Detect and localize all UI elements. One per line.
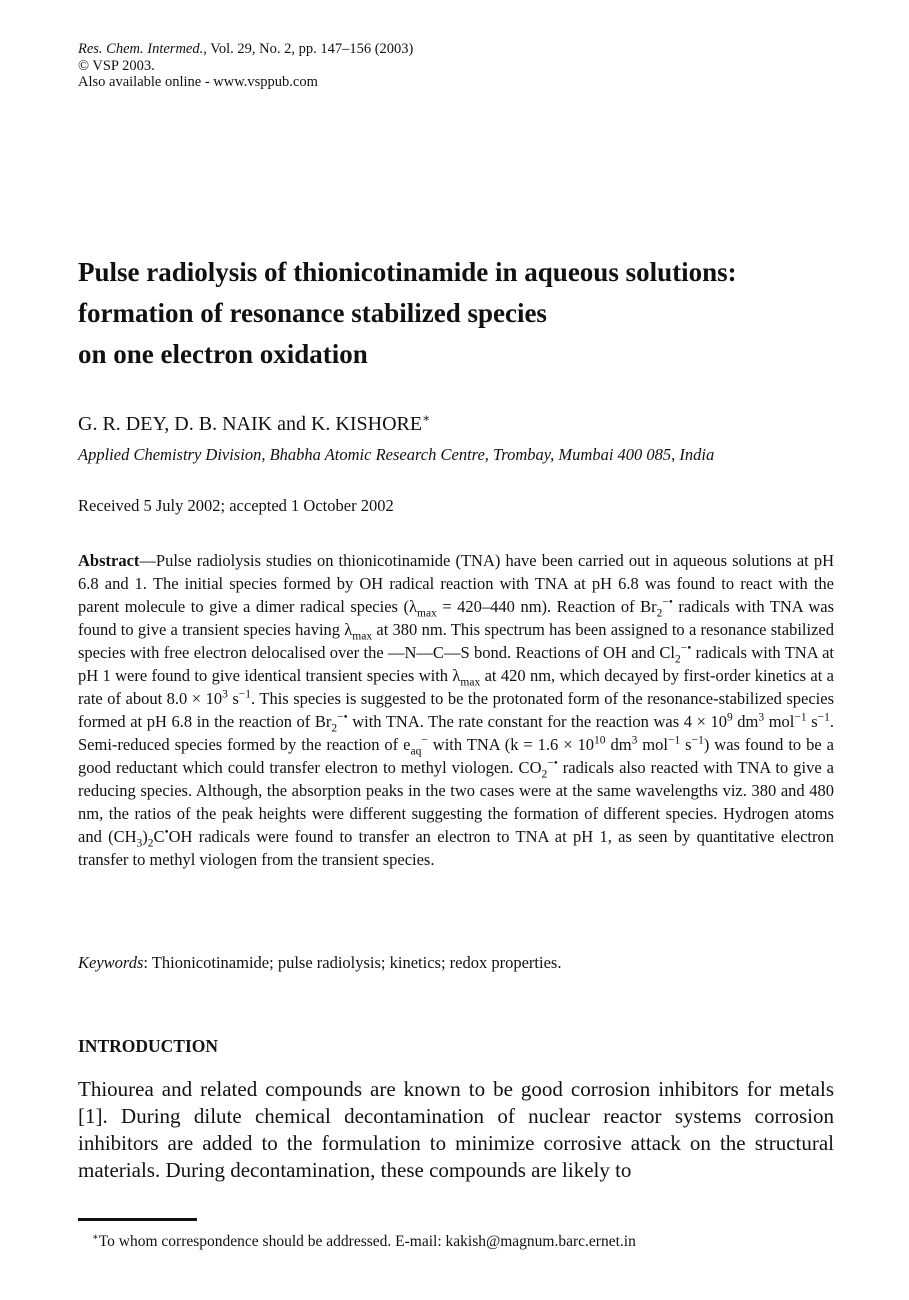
abstract-text: at 420 nm, which decayed by first-order kinetics at a rate of about 8.0 × 10 (78, 666, 834, 708)
footnote-mark: ∗ (92, 1232, 99, 1243)
subscript: 2 (675, 653, 681, 666)
online-availability: Also available online - www.vsppub.com (78, 74, 318, 90)
abstract-text: ) was found to be a good reductant which could transfer electron to methyl viologen. CO (78, 735, 834, 777)
superscript: −• (547, 757, 558, 770)
copyright-line: © VSP 2003. (78, 57, 155, 74)
abstract-text: . This species is suggested to be the protonated form of the resonance-stabilized species formed at pH 6.8 in the reaction of Br (78, 689, 834, 731)
superscript: −• (337, 711, 348, 724)
journal-name: Res. Chem. Intermed. (78, 41, 204, 57)
abstract-text: . Semi-reduced species formed by the reaction of e (78, 712, 835, 754)
subscript: 3 (136, 837, 143, 850)
abstract-text: OH radicals were found to transfer an electron to TNA at pH 1, as seen by quantitative electron transfer to methyl viologen from the transient species. (78, 827, 834, 869)
abstract-text: C (153, 827, 165, 846)
affiliation: Applied Chemistry Division, Bhabha Atomic Research Centre, Trombay, Mumbai 400 085, India (78, 445, 715, 464)
subscript: max (352, 630, 373, 643)
superscript: 3 (222, 688, 228, 701)
abstract-text: s (227, 689, 239, 708)
abstract-text: radicals also reacted with TNA to give a reducing species. Although, the absorption peaks in the two cases were at the same wavelengths viz. 380 and 480 nm, the ratios of the peak heights were different suggesting the formation of different species. Hydrogen atoms and (CH (78, 758, 834, 846)
superscript: −• (680, 642, 692, 655)
abstract (78, 549, 834, 871)
abstract-text: ) (142, 827, 148, 846)
footnote (92, 1232, 636, 1251)
citation-details: , Vol. 29, No. 2, pp. 147–156 (2003) (203, 41, 414, 57)
citation-line (78, 41, 413, 58)
abstract-text: mol (637, 735, 668, 754)
abstract-text: with TNA (k = 1.6 × 10 (427, 735, 595, 754)
abstract-text: dm (605, 735, 632, 754)
abstract-text: s (680, 735, 692, 754)
abstract-text: = 420–440 nm). Reaction of Br (436, 597, 657, 616)
footnote-text: To whom correspondence should be addressed. E-mail: kakish@magnum.barc.ernet.in (98, 1233, 636, 1250)
subscript: 2 (656, 607, 663, 620)
authors (78, 411, 430, 436)
superscript: 10 (594, 734, 606, 747)
title-line-1: Pulse radiolysis of thionicotinamide in aqueous solutions: (78, 257, 737, 287)
superscript: −1 (667, 734, 681, 747)
keywords-list: : Thionicotinamide; pulse radiolysis; kinetics; redox properties. (143, 953, 562, 972)
superscript: −1 (691, 734, 704, 747)
subscript: 2 (541, 768, 548, 781)
superscript: −1 (794, 711, 807, 724)
abstract-text: —Pulse radiolysis studies on thionicotinamide (TNA) have been carried out in aqueous solutions at pH 6.8 and 1. The initial species formed by OH radical reaction with TNA at pH 6.8 was found to react with the parent molecule to give a dimer radical species (λ (78, 551, 834, 616)
abstract-text: with TNA. The rate constant for the reaction was 4 × 10 (347, 712, 727, 731)
superscript: −1 (817, 711, 830, 724)
superscript: 3 (758, 711, 765, 724)
abstract-text: mol (764, 712, 795, 731)
paper-title (78, 252, 838, 375)
abstract-label: Abstract (78, 551, 140, 570)
subscript: 2 (331, 722, 338, 735)
introduction-paragraph: Thiourea and related compounds are known to be good corrosion inhibitors for metals [1]. During dilute chemical decontamination of nuclear reactor systems corrosion inhibitors are added to the formulation to minimize corrosive attack on the structural materials. During decontamination, these compounds are likely to (78, 1077, 834, 1182)
abstract-text: radicals with TNA was found to give a transient species having λ (78, 597, 834, 639)
subscript: max (417, 607, 437, 620)
abstract-text: dm (732, 712, 759, 731)
keywords (78, 953, 561, 973)
superscript: − (421, 734, 428, 747)
superscript: 3 (631, 734, 638, 747)
subscript: aq (410, 745, 422, 758)
title-line-3: on one electron oxidation (78, 339, 368, 369)
journal-header (78, 41, 413, 91)
superscript: −1 (238, 688, 252, 701)
author-names: G. R. DEY, D. B. NAIK and K. KISHORE (78, 413, 423, 435)
corresponding-author-mark: ∗ (422, 411, 431, 425)
abstract-text: radicals with TNA at pH 1 were found to give identical transient species with λ (78, 643, 835, 685)
received-dates: Received 5 July 2002; accepted 1 October 2002 (78, 496, 394, 515)
superscript: −• (662, 596, 673, 609)
keywords-label: Keywords (78, 953, 144, 972)
superscript: 9 (726, 711, 733, 724)
abstract-text: s (806, 712, 818, 731)
superscript: • (164, 826, 169, 839)
subscript: 2 (147, 837, 154, 850)
abstract-text: at 380 nm. This spectrum has been assigned to a resonance stabilized species with free electron delocalised over the —N—C—S bond. Reactions of OH and Cl (78, 620, 834, 662)
section-heading-introduction: INTRODUCTION (78, 1036, 219, 1056)
title-line-2: formation of resonance stabilized species (78, 298, 547, 328)
footnote-divider (78, 1218, 197, 1221)
subscript: max (460, 676, 481, 689)
